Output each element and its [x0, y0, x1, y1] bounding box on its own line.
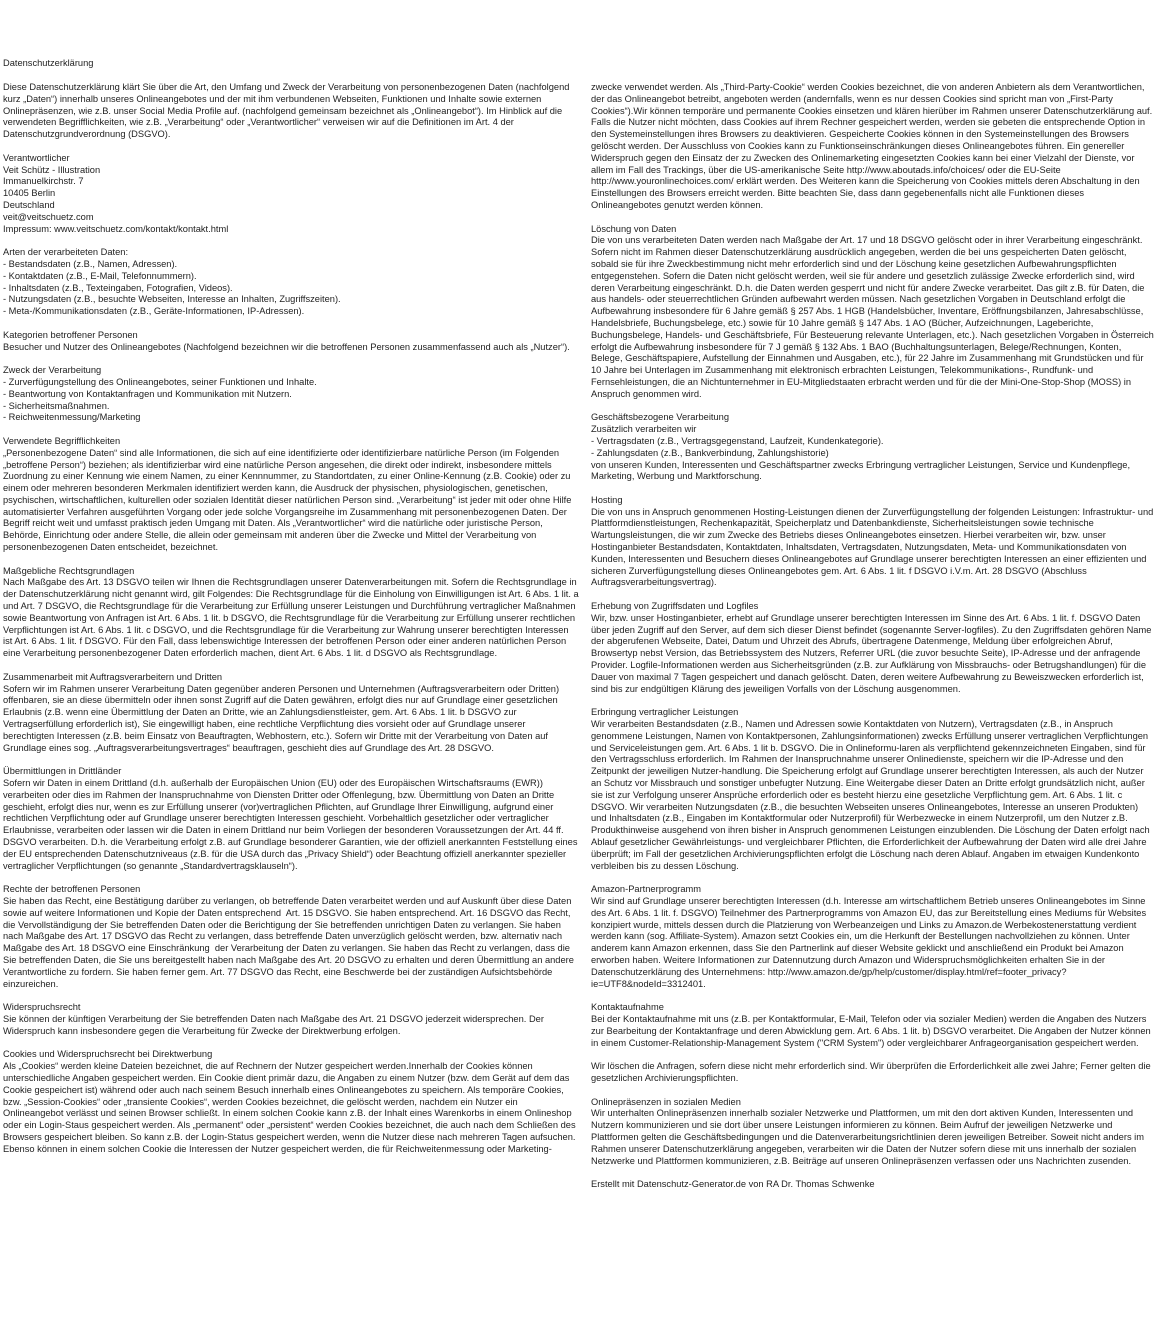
- section-verantwortlicher: Verantwortlicher Veit Schütz - Illustration Immanuelkirchstr. 7 10405 Berlin Deutschland veit@veitschuetz.com Impressum: www.veitschuetz.com/kontakt/kontakt.html: [3, 152, 229, 234]
- section-arten-der-daten: Arten der verarbeiteten Daten: - Bestandsdaten (z.B., Namen, Adressen). - Kontaktdaten (z.B., E-Mail, Telefonnummern). - Inhaltsdaten (z.B., Texteingaben, Fotografien, Videos). - Nutzungsdaten (z.B., besuchte Webseiten, Interesse an Inhalten, Zugriffszeiten). - Meta-/Kommunikationsdaten (z.B., Geräte-Informationen, IP-Adressen).: [3, 247, 341, 317]
- section-betroffenenrechte: Rechte der betroffenen Personen Sie haben das Recht, eine Bestätigung darüber zu verlangen, ob betreffende Daten verarbeitet werden und auf Auskunft über diese Daten sowie auf weitere Informationen und Kopie der Daten entsprechend Art. 15 DSGVO. Sie haben entsprechend. Art. 16 DSGVO das Recht, die Vervollständigung der Sie betreffenden Daten oder die Berichtigung der Sie betreffenden unrichtigen Daten zu verlangen. Sie haben nach Maßgabe des Art. 17 DSGVO das Recht zu verlangen, dass betreffende Daten unverzüglich gelöscht werden, bzw. alternativ nach Maßgabe des Art. 18 DSGVO eine Einschränkung der Verarbeitung der Daten zu verlangen. Sie haben das Recht zu verlangen, dass die Sie betreffenden Daten, die Sie uns bereitgestellt haben nach Maßgabe des Art. 20 DSGVO zu erhalten und deren Übermittlung an andere Verantwortliche zu fordern. Sie haben ferner gem. Art. 77 DSGVO das Recht, eine Beschwerde bei der zuständigen Aufsichtsbehörde einzureichen.: [3, 884, 574, 989]
- section-rechtsgrundlagen: Maßgebliche Rechtsgrundlagen Nach Maßgabe des Art. 13 DSGVO teilen wir Ihnen die Rechtsgrundlagen unserer Datenverarbeitungen mit. Sofern die Rechtsgrundlage in der Datenschutzerklärung nicht genannt wird, gilt Folgendes: Die Rechtsgrundlage für die Einholung von Einwilligungen ist Art. 6 Abs. 1 lit. a und Art. 7 DSGVO, die Rechtsgrundlage für die Verarbeitung zur Erfüllung unserer Leistungen und Durchführung vertraglicher Maßnahmen sowie Beantwortung von Anfragen ist Art. 6 Abs. 1 lit. b DSGVO, die Rechtsgrundlage für die Verarbeitung zur Erfüllung unserer rechtlichen Verpflichtungen ist Art. 6 Abs. 1 lit. c DSGVO, und die Rechtsgrundlage für die Verarbeitung zur Wahrung unserer berechtigten Interessen ist Art. 6 Abs. 1 lit. f DSGVO. Für den Fall, dass lebenswichtige Interessen der betroffenen Person oder einer anderen natürlichen Person eine Verarbeitung personenbezogener Daten erforderlich machen, dient Art. 6 Abs. 1 lit. d DSGVO als Rechtsgrundlage.: [3, 565, 579, 659]
- section-onlinepraesenzen: Onlinepräsenzen in sozialen Medien Wir unterhalten Onlinepräsenzen innerhalb sozialer Netzwerke und Plattformen, um mit den dort aktiven Kunden, Interessenten und Nutzern kommunizieren und sie dort über unsere Leistungen informieren zu können. Beim Aufruf der jeweiligen Netzwerke und Plattformen gelten die Geschäftsbedingungen und die Datenverarbeitungsrichtlinien deren jeweiligen Betreiber. Soweit nicht anders im Rahmen unserer Datenschutzerklärung angegeben, verarbeiten wir die Daten der Nutzer sofern diese mit uns innerhalb der sozialen Netzwerke und Plattformen kommunizieren, z.B. Beiträge auf unseren Onlinepräsenzen verfassen oder uns Nachrichten zusenden.: [591, 1096, 1144, 1166]
- section-widerspruchsrecht: Widerspruchsrecht Sie können der künftigen Verarbeitung der Sie betreffenden Daten nach Maßgabe des Art. 21 DSGVO jederzeit widersprechen. Der Widerspruch kann insbesondere gegen die Verarbeitung für Zwecke der Direktwerbung erfolgen.: [3, 1002, 544, 1036]
- section-cookies: Cookies und Widerspruchsrecht bei Direktwerbung Als „Cookies“ werden kleine Dateien bezeichnet, die auf Rechnern der Nutzer gespeichert werden.Innerhalb der Cookies können unterschiedliche Angaben gespeichert werden. Ein Cookie dient primär dazu, die Angaben zu einem Nutzer (bzw. dem Gerät auf dem das Cookie gespeichert ist) während oder auch nach seinem Besuch innerhalb eines Onlineangebotes zu speichern. Als temporäre Cookies, bzw. „Session-Cookies“ oder „transiente Cookies“, werden Cookies bezeichnet, die gelöscht werden, nachdem ein Nutzer ein Onlineangebot verlässt und seinen Browser schließt. In einem solchen Cookie kann z.B. der Inhalt eines Warenkorbs in einem Onlineshop oder ein Login-Staus gespeichert werden. Als „permanent“ oder „persistent“ werden Cookies bezeichnet, die auch nach dem Schließen des Browsers gespeichert bleiben. So kann z.B. der Login-Status gespeichert werden, wenn die Nutzer diese nach mehreren Tagen aufsuchen. Ebenso können in einem solchen Cookie die Interessen der Nutzer gespeichert werden, die für Reichweitenmessung oder Marketing-: [3, 1049, 576, 1154]
- section-zugriffsdaten: Erhebung von Zugriffsdaten und Logfiles Wir, bzw. unser Hostinganbieter, erhebt auf Grundlage unserer berechtigten Interessen im Sinne des Art. 6 Abs. 1 lit. f. DSGVO Daten über jeden Zugriff auf den Server, auf dem sich dieser Dienst befindet (sogenannte Server-logfiles). Zu den Zugriffsdaten gehören Name der abgerufenen Webseite, Datei, Datum und Uhrzeit des Abrufs, übertragene Datenmenge, Meldung über erfolgreichen Abruf, Browsertyp nebst Version, das Betriebssystem des Nutzers, Referrer URL (die zuvor besuchte Seite), IP-Adresse und der anfragende Provider. Logfile-Informationen werden aus Sicherheitsgründen (z.B. zur Aufklärung von Missbrauchs- oder Betrugshandlungen) für die Dauer von maximal 7 Tagen gespeichert und danach gelöscht. Daten, deren weitere Aufbewahrung zu Beweiszwecken erforderlich ist, sind bis zur endgültigen Klärung des jeweiligen Vorfalls von der Löschung ausgenommen.: [591, 601, 1152, 694]
- section-amazon-partnerprogramm: Amazon-Partnerprogramm Wir sind auf Grundlage unserer berechtigten Interessen (d.h. Interesse am wirtschaftlichem Betrieb unseres Onlineangebotes im Sinne des Art. 6 Abs. 1 lit. f. DSGVO) Teilnehmer des Partnerprogramms von Amazon EU, das zur Bereitstellung eines Mediums für Websites konzipiert wurde, mittels dessen durch die Platzierung von Werbeanzeigen und Links zu Amazon.de Werbekostenerstattung verdient werden kann (sog. Affiliate-System). Amazon setzt Cookies ein, um die Herkunft der Bestellungen nachvollziehen zu können. Unter anderem kann Amazon erkennen, dass Sie den Partnerlink auf dieser Website geklickt und anschließend ein Produkt bei Amazon erworben haben. Weitere Informationen zur Datennutzung durch Amazon und Widerspruchsmöglichkeiten erhalten Sie in der Datenschutzerklärung des Unternehmens: http://www.amazon.de/gp/help/customer/display.html/ref=footer_privacy?ie=UTF8&nodeId=3312401.: [591, 884, 1147, 989]
- section-vertragliche-leistungen: Erbringung vertraglicher Leistungen Wir verarbeiten Bestandsdaten (z.B., Namen und Adressen sowie Kontaktdaten von Nutzern), Vertragsdaten (z.B., in Anspruch genommene Leistungen, Namen von Kontaktpersonen, Zahlungsinformationen) zwecks Erfüllung unserer vertraglichen Verpflichtungen und Serviceleistungen gem. Art. 6 Abs. 1 lit b. DSGVO. Die in Onlineformu-laren als verpflichtend gekennzeichneten Eingaben, sind für den Vertragsschluss erforderlich. Im Rahmen der Inanspruchnahme unserer Onlinedienste, speichern wir die IP-Adresse und den Zeitpunkt der jeweiligen Nutzer-handlung. Die Speicherung erfolgt auf Grundlage unserer berechtigten Interessen, als auch der Nutzer an Schutz vor Missbrauch und sonstiger unbefugter Nutzung. Eine Weitergabe dieser Daten an Dritte erfolgt grundsätzlich nicht, außer sie ist zur Verfolgung unserer Ansprüche erforderlich oder es besteht hierzu eine gesetzliche Verpflichtung gem. Art. 6 Abs. 1 lit. c DSGVO. Wir verarbeiten Nutzungsdaten (z.B., die besuchten Webseiten unseres Onlineangebotes, Interesse an unseren Produkten) und Inhaltsdaten (z.B., Eingaben im Kontaktformular oder Nutzerprofil) für Werbezwecke in einem Nutzerprofil, um den Nutzer z.B. Produkthinweise ausgehend von ihren bisher in Anspruch genommenen Leistungen einzublenden. Die Löschung der Daten erfolgt nach Ablauf gesetzlicher Gewährleistungs- und vergleichbarer Pflichten, die Erforderlichkeit der Aufbewahrung der Daten wird alle drei Jahre überprüft; im Fall der gesetzlichen Archivierungspflichten erfolgt die Löschung nach deren Ablauf. Angaben im etwaigen Kundenkonto verbleiben bis zu dessen Löschung.: [591, 707, 1150, 871]
- section-cookies-continued: zwecke verwendet werden. Als „Third-Party-Cookie“ werden Cookies bezeichnet, die von anderen Anbietern als dem Verantwortlichen, der das Onlineangebot betreibt, angeboten werden (andernfalls, wenn es nur dessen Cookies sind spricht man von „First-Party Cookies“).Wir können temporäre und permanente Cookies einsetzen und klären hierüber im Rahmen unserer Datenschutzerklärung auf. Falls die Nutzer nicht möchten, dass Cookies auf ihrem Rechner gespeichert werden, werden sie gebeten die entsprechende Option in den Systemeinstellungen ihres Browsers zu deaktivieren. Gespeicherte Cookies können in den Systemeinstellungen des Browsers gelöscht werden. Der Ausschluss von Cookies kann zu Funktionseinschränkungen dieses Onlineangebotes führen. Ein genereller Widerspruch gegen den Einsatz der zu Zwecken des Onlinemarketing eingesetzten Cookies kann bei einer Vielzahl der Dienste, vor allem im Fall des Trackings, über die US-amerikanische Seite http://www.aboutads.info/choices/ oder die EU-Seite http://www.youronlinechoices.com/ erklärt werden. Des Weiteren kann die Speicherung von Cookies mittels deren Abschaltung in den Einstellungen des Browsers erreicht werden. Bitte beachten Sie, dass dann gegebenenfalls nicht alle Funktionen dieses Onlineangebotes genutzt werden können.: [591, 82, 1155, 210]
- section-begrifflichkeiten: Verwendete Begrifflichkeiten „Personenbezogene Daten“ sind alle Informationen, die sich auf eine identifizierte oder identifizierbare natürliche Person (im Folgenden „betroffene Person“) beziehen; als identifizierbar wird eine natürliche Person angesehen, die direkt oder indirekt, insbesondere mittels Zuordnung zu einer Kennung wie einem Namen, zu einer Kennnummer, zu Standortdaten, zu einer Online-Kennung (z.B. Cookie) oder zu einem oder mehreren besonderen Merkmalen identifiziert werden kann, die Ausdruck der physischen, physiologischen, genetischen, psychischen, wirtschaftlichen, kulturellen oder sozialen Identität dieser natürlichen Person sind. „Verarbeitung“ ist jeder mit oder ohne Hilfe automatisierter Verfahren ausgeführten Vorgang oder jede solche Vorgangsreihe im Zusammenhang mit personenbezogenen Daten. Der Begriff reicht weit und umfasst praktisch jeden Umgang mit Daten. Als „Verantwortlicher“ wird die natürliche oder juristische Person, Behörde, Einrichtung oder andere Stelle, die allein oder gemeinsam mit anderen über die Zwecke und Mittel der Verarbeitung von personenbezogenen Daten entscheidet, bezeichnet.: [3, 435, 572, 553]
- section-geschaeftsbezogene-verarbeitung: Geschäftsbezogene Verarbeitung Zusätzlich verarbeiten wir - Vertragsdaten (z.B., Vertragsgegenstand, Laufzeit, Kundenkategorie). - Zahlungsdaten (z.B., Bankverbindung, Zahlungshistorie) von unseren Kunden, Interessenten und Geschäftspartner zwecks Erbringung vertraglicher Leistungen, Service und Kundenpflege, Marketing, Werbung und Marktforschung.: [591, 412, 1131, 482]
- page-title: Datenschutzerklärung: [3, 58, 94, 68]
- section-drittlaender: Übermittlungen in Drittländer Sofern wir Daten in einem Drittland (d.h. außerhalb der Europäischen Union (EU) oder des Europäischen Wirtschaftsraums (EWR)) verarbeiten oder dies im Rahmen der Inanspruchnahme von Diensten Dritter oder Offenlegung, bzw. Übermittlung von Daten an Dritte geschieht, erfolgt dies nur, wenn es zur Erfüllung unserer (vor)vertraglichen Pflichten, auf Grundlage Ihrer Einwilligung, aufgrund einer rechtlichen Verpflichtung oder auf Grundlage unserer berechtigten Interessen geschieht. Vorbehaltlich gesetzlicher oder vertraglicher Erlaubnisse, verarbeiten oder lassen wir die Daten in einem Drittland nur beim Vorliegen der besonderen Voraussetzungen der Art. 44 ff. DSGVO verarbeiten. D.h. die Verarbeitung erfolgt z.B. auf Grundlage besonderer Garantien, wie der offiziell anerkannten Feststellung eines der EU entsprechenden Datenschutzniveaus (z.B. für die USA durch das „Privacy Shield“) oder Beachtung offiziell anerkannter spezieller vertraglicher Verpflichtungen (so genannte „Standardvertragsklauseln“).: [3, 766, 578, 871]
- section-auftragsverarbeiter: Zusammenarbeit mit Auftragsverarbeitern und Dritten Sofern wir im Rahmen unserer Verarbeitung Daten gegenüber anderen Personen und Unternehmen (Auftragsverarbeitern oder Dritten) offenbaren, sie an diese übermitteln oder ihnen sonst Zugriff auf die Daten gewähren, erfolgt dies nur auf Grundlage einer gesetzlichen Erlaubnis (z.B. wenn eine Übermittlung der Daten an Dritte, wie an Zahlungsdienstleister, gem. Art. 6 Abs. 1 lit. b DSGVO zur Vertragserfüllung erforderlich ist), Sie eingewilligt haben, eine rechtliche Verpflichtung dies vorsieht oder auf Grundlage unserer berechtigten Interessen (z.B. beim Einsatz von Beauftragten, Webhostern, etc.). Sofern wir Dritte mit der Verarbeitung von Daten auf Grundlage eines sog. „Auftragsverarbeitungsvertrages“ beauftragen, geschieht dies auf Grundlage des Art. 28 DSGVO.: [3, 671, 560, 753]
- section-anfragen-loeschung: Wir löschen die Anfragen, sofern diese nicht mehr erforderlich sind. Wir überprüfen die Erforderlichkeit alle zwei Jahre; Ferner gelten die gesetzlichen Archivierungspflichten.: [591, 1061, 1154, 1083]
- section-zweck-der-verarbeitung: Zweck der Verarbeitung - Zurverfügungstellung des Onlineangebotes, seiner Funktionen und Inhalte. - Beantwortung von Kontaktanfragen und Kommunikation mit Nutzern. - Sicherheitsmaßnahmen. - Reichweitenmessung/Marketing: [3, 365, 317, 423]
- section-hosting: Hosting Die von uns in Anspruch genommenen Hosting-Leistungen dienen der Zurverfügungstellung der folgenden Leistungen: Infrastruktur- und Plattformdienstleistungen, Rechenkapazität, Speicherplatz und Datenbankdienste, Sicherheitsleistungen sowie technische Wartungsleistungen, die wir zum Zwecke des Betriebs dieses Onlineangebotes einsetzen. Hierbei verarbeiten wir, bzw. unser Hostinganbieter Bestandsdaten, Kontaktdaten, Inhaltsdaten, Vertragsdaten, Nutzungsdaten, Meta- und Kommunikationsdaten von Kunden, Interessenten und Besuchern dieses Onlineangebotes auf Grundlage unserer berechtigten Interessen an einer effizienten und sicheren Zurverfügungstellung dieses Onlineangebotes gem. Art. 6 Abs. 1 lit. f DSGVO i.V.m. Art. 28 DSGVO (Abschluss Auftragsverarbeitungsvertrag).: [591, 494, 1154, 588]
- right-column: [591, 82, 1154, 1191]
- generator-credit: Erstellt mit Datenschutz-Generator.de von RA Dr. Thomas Schwenke: [591, 1179, 875, 1190]
- section-kategorien-betroffener-personen: Kategorien betroffener Personen Besucher und Nutzer des Onlineangebotes (Nachfolgend bezeichnen wir die betroffenen Personen zusammenfassend auch als „Nutzer“).: [3, 329, 570, 352]
- left-column: [3, 82, 579, 1156]
- intro-paragraph: Diese Datenschutzerklärung klärt Sie über die Art, den Umfang und Zweck der Verarbeitung von personenbezogenen Daten (nachfolgend kurz „Daten“) innerhalb unseres Onlineangebotes und der mit ihm verbundenen Webseiten, Funktionen und Inhalte sowie externen Onlinepräsenzen, wie z.B. unser Social Media Profile auf. (nachfolgend gemeinsam bezeichnet als „Onlineangebot“). Im Hinblick auf die verwendeten Begrifflichkeiten, wie z.B. „Verarbeitung“ oder „Verantwortlicher“ verweisen wir auf die Definitionen im Art. 4 der Datenschutzgrundverordnung (DSGVO).: [3, 82, 573, 140]
- section-kontaktaufnahme: Kontaktaufnahme Bei der Kontaktaufnahme mit uns (z.B. per Kontaktformular, E-Mail, Telefon oder via sozialer Medien) werden die Angaben des Nutzers zur Bearbeitung der Kontaktanfrage und deren Abwicklung gem. Art. 6 Abs. 1 lit. b) DSGVO verarbeitet. Die Angaben der Nutzer können in einem Customer-Relationship-Management System ("CRM System") oder vergleichbarer Anfrageorganisation gespeichert werden.: [591, 1002, 1151, 1048]
- section-loeschung: Löschung von Daten Die von uns verarbeiteten Daten werden nach Maßgabe der Art. 17 und 18 DSGVO gelöscht oder in ihrer Verarbeitung eingeschränkt. Sofern nicht im Rahmen dieser Datenschutzerklärung ausdrücklich angegeben, werden die bei uns gespeicherten Daten gelöscht, sobald sie für ihre Zweckbestimmung nicht mehr erforderlich sind und der Löschung keine gesetzlichen Aufbewahrungspflichten entgegenstehen. Sofern die Daten nicht gelöscht werden, weil sie für andere und gesetzlich zulässige Zwecke erforderlich sind, wird deren Verarbeitung eingeschränkt. D.h. die Daten werden gesperrt und nicht für andere Zwecke verarbeitet. Das gilt z.B. für Daten, die aus handels- oder steuerrechtlichen Gründen aufbewahrt werden müssen. Nach gesetzlichen Vorgaben in Deutschland erfolgt die Aufbewahrung insbesondere für 6 Jahre gemäß § 257 Abs. 1 HGB (Handelsbücher, Inventare, Eröffnungsbilanzen, Jahresabschlüsse, Handelsbriefe, Buchungsbelege, etc.) sowie für 10 Jahre gemäß § 147 Abs. 1 AO (Bücher, Aufzeichnungen, Lageberichte, Buchungsbelege, Handels- und Geschäftsbriefe, Für Besteuerung relevante Unterlagen, etc.). Nach gesetzlichen Vorgaben in Österreich erfolgt die Aufbewahrung insbesondere für 7 J gemäß § 132 Abs. 1 BAO (Buchhaltungsunterlagen, Belege/Rechnungen, Konten, Belege, Geschäftspapiere, Aufstellung der Einnahmen und Ausgaben, etc.), für 22 Jahre im Zusammenhang mit Grundstücken und für 10 Jahre bei Unterlagen im Zusammenhang mit elektronisch erbrachten Leistungen, Telekommunikations-, Rundfunk- und Fernsehleistungen, die an Nichtunternehmer in EU-Mitgliedstaaten erbracht werden und für die der Mini-One-Stop-Shop (MOSS) in Anspruch genommen wird.: [591, 223, 1154, 399]
